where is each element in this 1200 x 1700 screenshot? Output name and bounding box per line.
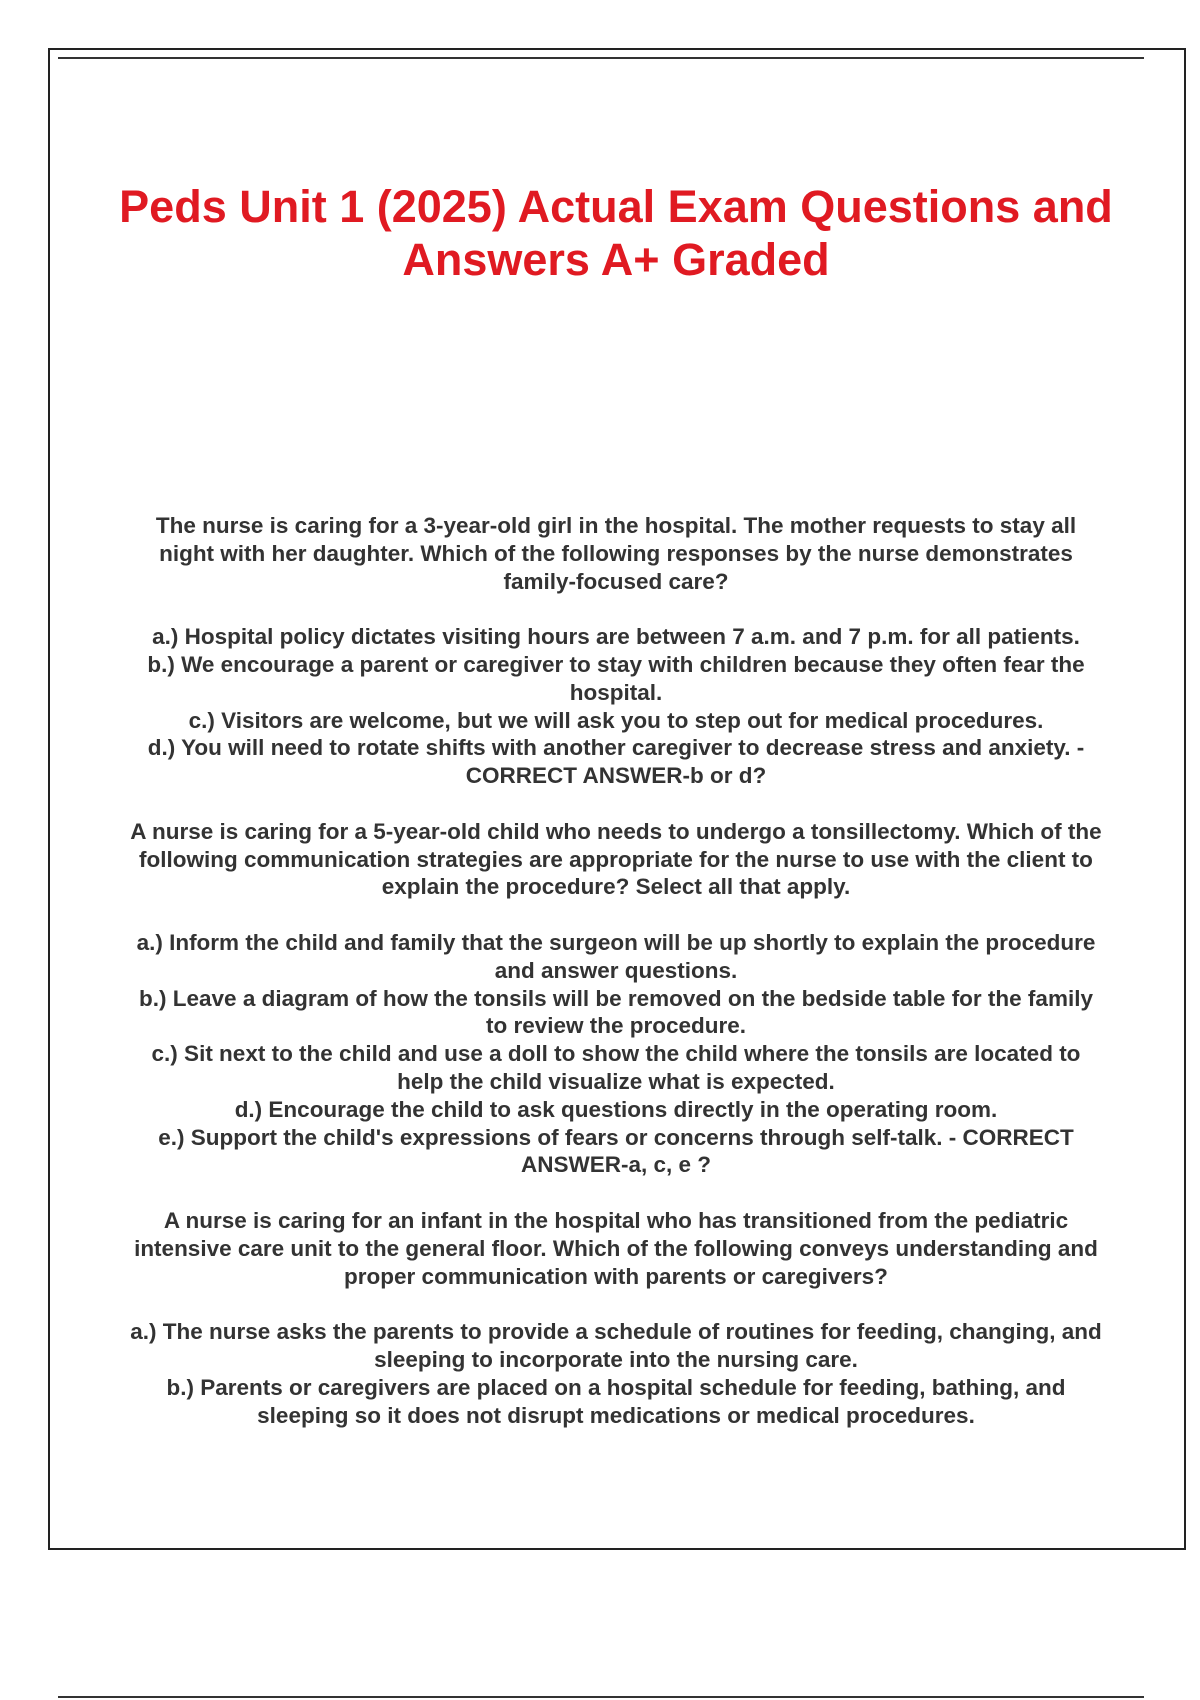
question-stem: The nurse is caring for a 3-year-old girl in the hospital. The mother requests to stay all night with her daughter. Which of the following responses by the nurse demonstrates family-focused care?	[155, 513, 1077, 594]
question-2	[130, 818, 1102, 1179]
answer-option: a.) The nurse asks the parents to provide a schedule of routines for feeding, changing, and sleeping to incorporate into the nursing care.	[130, 1319, 1102, 1372]
answer-option: a.) Hospital policy dictates visiting hours are between 7 a.m. and 7 p.m. for all patients.	[152, 624, 1080, 650]
answer-option: e.) Support the child's expressions of fears or concerns through self-talk. - CORRECT ANSWER-a, c, e ?	[158, 1124, 1074, 1178]
answer-options	[130, 623, 1102, 790]
document-title: Peds Unit 1 (2025) Actual Exam Questions and Answers A+ Graded	[119, 181, 1113, 285]
question-3	[130, 1207, 1102, 1429]
answer-option: b.) Leave a diagram of how the tonsils will be removed on the bedside table for the family to review the procedure.	[139, 985, 1093, 1039]
answer-option: c.) Visitors are welcome, but we will ask you to step out for medical procedures.	[188, 707, 1044, 733]
answer-option: b.) Parents or caregivers are placed on a hospital schedule for feeding, bathing, and sleeping so it does not disrupt medications or medical procedures.	[166, 1374, 1066, 1428]
answer-option: d.) Encourage the child to ask questions directly in the operating room.	[234, 1096, 998, 1122]
question-1	[130, 512, 1102, 790]
answer-option: d.) You will need to rotate shifts with another caregiver to decrease stress and anxiety. - CORRECT ANSWER-b or d?	[147, 735, 1085, 789]
question-stem: A nurse is caring for a 5-year-old child who needs to undergo a tonsillectomy. Which of the following communication strategies are appropriate for the nurse to use with the client to explain the procedure? Select all that apply.	[130, 818, 1102, 900]
answer-options	[130, 929, 1102, 1179]
answer-options	[130, 1318, 1102, 1429]
answer-option: a.) Inform the child and family that the surgeon will be up shortly to explain the procedure and answer questions.	[136, 929, 1096, 983]
answer-option: c.) Sit next to the child and use a doll to show the child where the tonsils are located to help the child visualize what is expected.	[151, 1041, 1081, 1094]
answer-option: b.) We encourage a parent or caregiver to stay with children because they often fear the hospital.	[147, 651, 1085, 705]
bottom-rule	[58, 1696, 1144, 1698]
question-stem: A nurse is caring for an infant in the hospital who has transitioned from the pediatric intensive care unit to the general floor. Which of the following conveys understanding and proper communication with parents or caregivers?	[134, 1207, 1098, 1289]
questions-section	[130, 512, 1102, 1457]
